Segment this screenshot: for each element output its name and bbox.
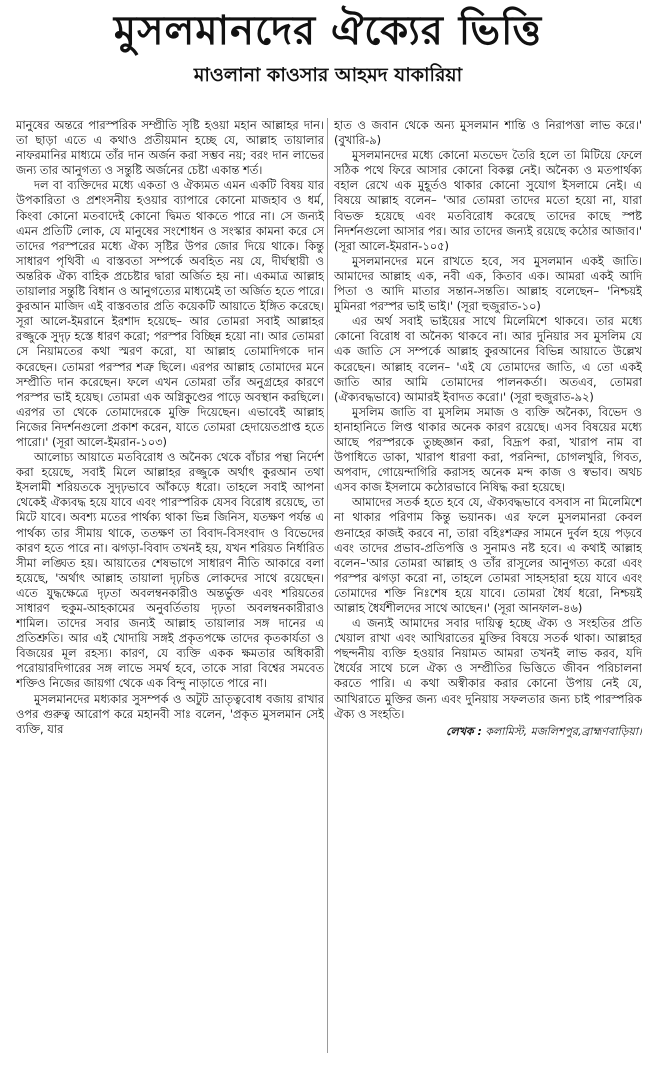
paragraph: এর অর্থ সবাই ভাইয়ের সাথে মিলেমিশে থাকবে। তার মধ্যে কোনো বিরোধ বা অনৈক্য থাকবে না। আর দুনিয়ার সব মুসলিম যে এক জাতি সে সম্পর্কে আল্লাহ কুরআনের বিভিন্ন আয়াতে উল্লেখ করেছেন। আল্লাহ বলেন– 'এই যে তোমাদের জাতি, এ তো একই জাতি আর আমি তোমাদের পালনকর্তা। অতএব, তোমরা (ঐক্যবদ্ধভাবে) আমারই ইবাদত করো।' (সূরা হুজুরাত-৯২) <box>334 314 642 404</box>
paragraph: আলোচ্য আয়াতে মতবিরোধ ও অনৈক্য থেকে বাঁচার পন্থা নির্দেশ করা হয়েছে, সবাই মিলে আল্লাহর রজ্জুকে অর্থাৎ কুরআন তথা ইসলামী শরিয়তকে সুদৃঢ়ভাবে আঁকড়ে ধরো। তাহলে সবাই আপনা থেকেই ঐক্যবদ্ধ হয়ে যাবে এবং পারস্পরিক যেসব বিরোধ রয়েছে, তা মিটে যাবে। অবশ্য মতের পার্থক্য থাকা ভিন্ন জিনিস, যতক্ষণ পর্যন্ত এ পার্থক্য তার সীমায় থাকে, ততক্ষণ তা বিবাদ-বিসংবাদ ও বিভেদের কারণ হতে পারে না। ঝগড়া-বিবাদ তখনই হয়, যখন শরিয়ত নির্ধারিত সীমা লঙ্ঘিত হয়। আয়াতের শেষভাগে সাধারণ নীতি আকারে বলা হয়েছে, 'অর্থাৎ আল্লাহ তায়ালা দৃঢ়চিত্ত লোকদের সাথে রয়েছেন। এতে যুদ্ধক্ষেত্রে দৃঢ়তা অবলম্বনকারীও অন্তর্ভুক্ত এবং শরিয়তের সাধারণ হুকুম-আহকামের অনুবর্তিতায় দৃঢ়তা অবলম্বনকারীরাও শামিল। তাদের সবার জন্যই আল্লাহ তায়ালার সঙ্গ দানের এ প্রতিশ্রুতি। আর এই খোদায়ি সঙ্গই প্রকৃতপক্ষে তাদের কৃতকার্যতা ও বিজয়ের মূল রহস্য। কারণ, যে ব্যক্তি একক ক্ষমতার অধিকারী পরোয়ারদিগারের সঙ্গ লাভে সমর্থ হবে, তাকে সারা বিশ্বের সমবেত শক্তিও নিজের জায়গা থেকে এক বিন্দু নাড়াতে পারে না। <box>16 450 324 691</box>
column-divider <box>327 118 328 1053</box>
paragraph: মানুষের অন্তরে পারস্পরিক সম্প্রীতি সৃষ্টি হওয়া মহান আল্লাহর দান। তা ছাড়া এতে এ কথাও প্রতীয়মান হচ্ছে যে, আল্লাহ তায়ালার নাফরমানির মাধ্যমে তাঁর দান অর্জন করা সম্ভব নয়; বরং দান লাভের জন্য তার আনুগত্য ও সন্তুষ্টি অর্জনের চেষ্টা একান্ত শর্ত। <box>16 118 324 178</box>
author-footer <box>334 724 642 739</box>
paragraph: মুসলমানদের মনে রাখতে হবে, সব মুসলমান একই জাতি। আমাদের আল্লাহ এক, নবী এক, কিতাব এক। আমরা একই আদি পিতা ও আদি মাতার সন্তান-সন্ততি। আল্লাহ বলেছেন– 'নিশ্চয়ই মুমিনরা পরস্পর ভাই ভাই।' (সূরা হুজুরাত-১০) <box>334 253 642 314</box>
left-column <box>16 118 324 1056</box>
paragraph: আমাদের সতর্ক হতে হবে যে, ঐক্যবদ্ধভাবে বসবাস না মিলেমিশে না থাকার পরিণাম কিন্তু ভয়ানক। এর ফলে মুসলমানরা কেবল গুনাহের কাজই করবে না, তারা বহিঃশত্রুর সামনে দুর্বল হয়ে পড়বে এবং তাদের প্রভাব-প্রতিপত্তি ও সুনামও নষ্ট হবে। এ কথাই আল্লাহ বলেন–'আর তোমরা আল্লাহ ও তাঁর রাসূলের আনুগত্য করো এবং পরস্পর ঝগড়া করো না, তাহলে তোমরা সাহসহারা হয়ে যাবে এবং তোমাদের শক্তি নিঃশেষ হয়ে যাবে। তোমরা ধৈর্য ধরো, নিশ্চয়ই আল্লাহ ধৈর্যশীলদের সাথে আছেন।' (সূরা আনফাল-৪৬) <box>334 495 642 615</box>
article-title: মুসলমানদের ঐক্যের ভিত্তি <box>113 7 543 54</box>
paragraph: এ জন্যই আমাদের সবার দায়িত্ব হচ্ছে ঐক্য ও সংহতির প্রতি খেয়াল রাখা এবং আখিরাতের মুক্তির বিষয়ে সতর্ক থাকা। আল্লাহর পছন্দনীয় ব্যক্তি হওয়ার নিয়ামত আমরা তখনই লাভ করব, যদি ধৈর্যের সাথে চলে ঐক্য ও সম্প্রীতির ভিত্তিতে জীবন পরিচালনা করতে পারি। এ কথা অস্বীকার করার কোনো উপায় নেই যে, আখিরাতে মুক্তির জন্য এবং দুনিয়ায় সফলতার জন্য চাই পারস্পরিক ঐক্য ও সংহতি। <box>334 616 642 721</box>
author-byline: মাওলানা কাওসার আহমদ যাকারিয়া <box>193 64 463 86</box>
paragraph: দল বা ব্যক্তিদের মধ্যে একতা ও ঐক্যমত এমন একটি বিষয় যার উপকারিতা ও প্রশংসনীয় হওয়ার ব্যাপারে কোনো মাজহাব ও ধর্ম, কিংবা কোনো মতবাদেই কোনো দ্বিমত থাকতে পারে না। সে জন্যই এমন প্রতিটি লোক, যে মানুষের সংশোধন ও সংস্কার কামনা করে সে তাদের পরস্পরের মধ্যে ঐক্য সৃষ্টির উপর জোর দিয়ে থাকে। কিন্তু সাধারণ পৃথিবী এ বাস্তবতা সম্পর্কে অবহিত নয় যে, দীর্ঘস্থায়ী ও অন্তরিক ঐক্য বাহিক প্রচেষ্টার দ্বারা অর্জিত হয় না। একমাত্র আল্লাহ তায়ালার সন্তুষ্টি বিধান ও আনুগত্যের মাধ্যমেই তা অর্জিত হতে পারে। কুরআন মাজিদ এই বাস্তবতার প্রতি কয়েকটি আয়াতে ইঙ্গিত করেছে। সূরা আলে-ইমরানে ইরশাদ হয়েছে– আর তোমরা সবাই আল্লাহর রজ্জুকে সুদৃঢ় হস্তে ধারণ করো; পরস্পর বিচ্ছিন্ন হয়ো না। আর তোমরা সে নিয়ামতের কথা স্মরণ করো, যা আল্লাহ তোমাদিগকে দান করেছেন। তোমরা পরস্পর শত্রু ছিলে। এরপর আল্লাহ তোমাদের মনে সম্প্রীতি দান করেছেন। ফলে এখন তোমরা তাঁর অনুগ্রহের কারণে পরস্পর ভাই হয়েছ। তোমরা এক অগ্নিকুণ্ডের পাড়ে অবস্থান করছিলে। এরপর তা থেকে তোমাদেরকে মুক্তি দিয়েছেন। এভাবেই আল্লাহ নিজের নিদর্শনগুলো প্রকাশ করেন, যাতে তোমরা হেদায়েতপ্রাপ্ত হতে পারো।' (সূরা আলে-ইমরান-১০৩) <box>16 178 324 449</box>
paragraph: মুসলমানদের মধ্যকার সুসম্পর্ক ও অটুট ভ্রাতৃত্ববোধ বজায় রাখার ওপর গুরুত্ব আরোপ করে মহানবী সাঃ বলেন, 'প্রকৃত মুসলমান সেই ব্যক্তি, যার <box>16 691 324 736</box>
paragraph: মুসলমানদের মধ্যে কোনো মতভেদ তৈরি হলে তা মিটিয়ে ফেলে সঠিক পথে ফিরে আসার কোনো বিকল্প নেই। অনৈক্য ও মতপার্থক্য বহাল রেখে এক মুহূর্তও থাকার কোনো সুযোগ ইসলামে নেই। এ বিষয়ে আল্লাহ বলেন– 'আর তোমরা তাদের মতো হয়ো না, যারা বিভক্ত হয়েছে এবং মতবিরোধ করেছে তাদের কাছে স্পষ্ট নিদর্শনগুলো আসার পর। আর তাদের জন্যই রয়েছে কঠোর আজাব।' (সূরা আলে-ইমরান-১০৫) <box>334 148 642 253</box>
paragraph: হাত ও জবান থেকে অন্য মুসলমান শান্তি ও নিরাপত্তা লাভ করে।' (বুখারি-৯) <box>334 118 642 148</box>
author-footer-text: কলামিস্ট, মজলিশপুর,ব্রাহ্মণবাড়িয়া। <box>485 724 642 738</box>
right-column <box>334 118 642 1056</box>
paragraph: মুসলিম জাতি বা মুসলিম সমাজ ও ব্যক্তি অনৈক্য, বিভেদ ও হানাহানিতে লিপ্ত থাকার অনেক কারণ রয়েছে। এসব বিষয়ের মধ্যে আছে পরস্পরকে তুচ্ছজ্ঞান করা, বিদ্রূপ করা, খারাপ নাম বা উপাধিতে ডাকা, খারাপ ধারণা করা, পরনিন্দা, চোগলখুরি, গিবত, অপবাদ, গোয়েন্দাগিরি করাসহ অনেক মন্দ কাজ ও স্বভাব। অথচ এসব কাজ ইসলামে কঠোরভাবে নিষিদ্ধ করা হয়েছে। <box>334 404 642 495</box>
author-footer-label: লেখক : <box>446 724 482 738</box>
